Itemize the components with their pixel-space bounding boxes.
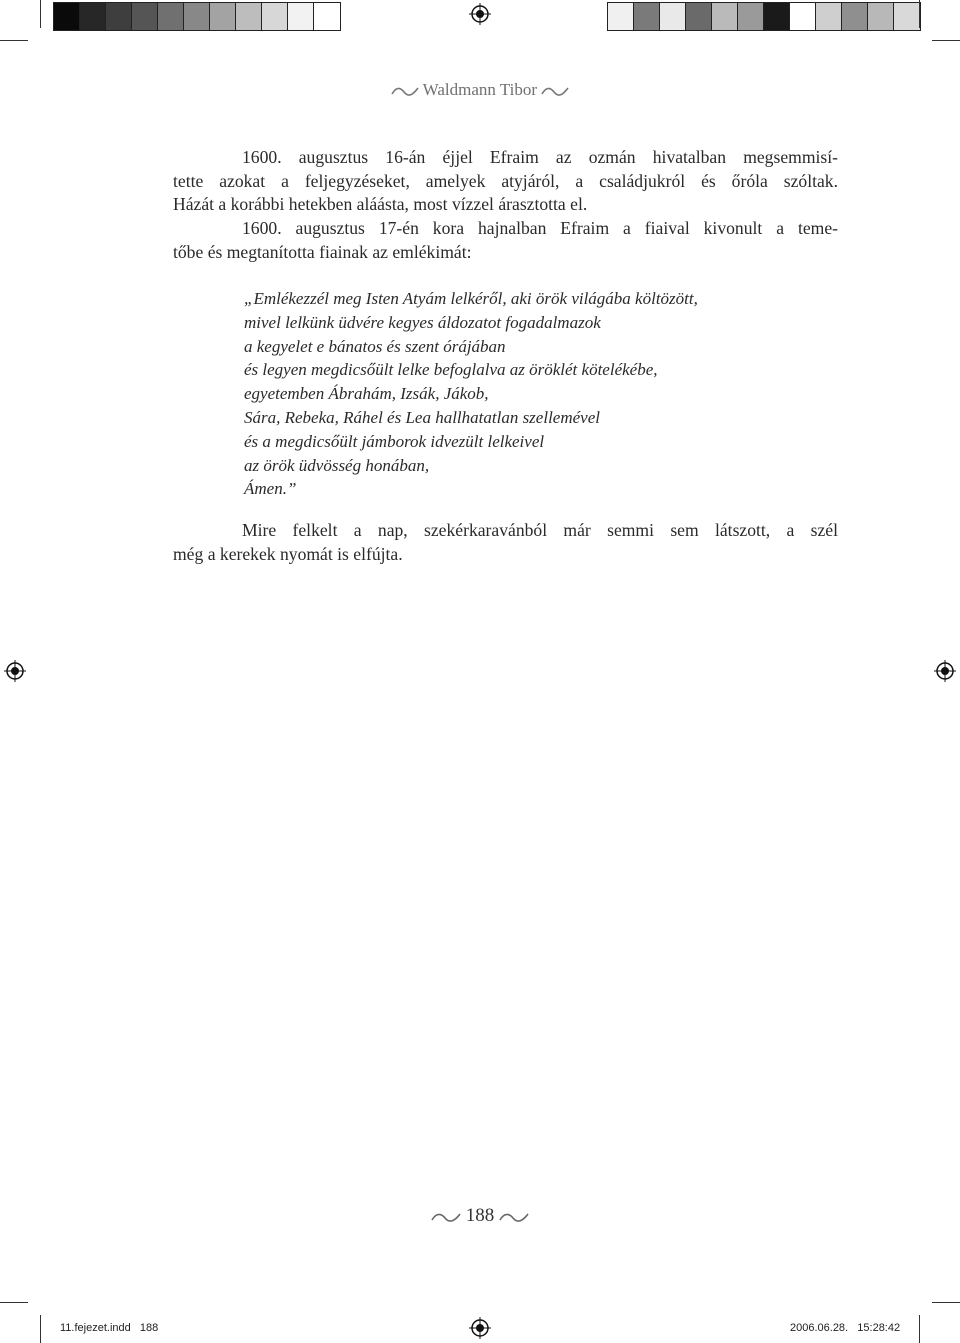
text-line: tette azokat a feljegyzéseket, amelyek atyjáról, a családjukról és őróla szóltak. [173, 170, 838, 191]
prayer-line: egyetemben Ábrahám, Izsák, Jákob, [244, 384, 489, 404]
color-bar-right-swatch-10 [842, 3, 868, 30]
color-bar-right-swatch-8 [790, 3, 816, 30]
crop-mark-top-left-v [40, 0, 41, 28]
color-bar-right-swatch-5 [712, 3, 738, 30]
page-number-block [0, 1205, 960, 1227]
color-bar-right-swatch-4 [686, 3, 712, 30]
crop-mark-bottom-left-h [0, 1302, 28, 1303]
swash-ornament-left-icon [391, 85, 419, 97]
color-bar-right-swatch-2 [634, 3, 660, 30]
color-bar-left-swatch-6 [184, 3, 210, 30]
prayer-line: Sára, Rebeka, Ráhel és Lea hallhatatlan szellemével [244, 407, 600, 427]
crop-mark-top-left-h [0, 40, 28, 41]
text-line: Házát a korábbi hetekben aláásta, most vízzel árasztotta el. [173, 194, 588, 215]
color-bar-left-swatch-11 [314, 3, 340, 30]
color-bar-left-swatch-5 [158, 3, 184, 30]
color-bar-right [607, 2, 921, 31]
color-bar-right-swatch-3 [660, 3, 686, 30]
registration-mark-right-icon [934, 660, 956, 682]
color-bar-right-swatch-9 [816, 3, 842, 30]
crop-mark-top-right-h [932, 40, 960, 41]
crop-mark-bottom-right-h [932, 1302, 960, 1303]
memorial-prayer [244, 287, 698, 501]
text-line: 1600. augusztus 16-án éjjel Efraim az ozmán hivatalban megsemmisí- [242, 147, 838, 167]
prayer-line: az örök üdvösség honában, [244, 455, 430, 475]
prayer-line: a kegyelet e bánatos és szent órájában [244, 336, 506, 356]
color-bar-left-swatch-3 [106, 3, 132, 30]
prayer-line: „Emlékezzél meg Isten Atyám lelkéről, aki örök világába költözött, [244, 289, 698, 308]
text-line: 1600. augusztus 17-én kora hajnalban Efraim a fiaival kivonult a teme- [242, 218, 838, 239]
color-bar-left [53, 2, 341, 31]
registration-mark-bottom-icon [469, 1317, 491, 1339]
color-bar-left-swatch-1 [54, 3, 80, 30]
color-bar-right-swatch-1 [608, 3, 634, 30]
text-line: Mire felkelt a nap, szekérkaravánból már semmi sem látszott, a szél [242, 520, 838, 540]
text-line: még a kerekek nyomát is elfújta. [173, 543, 403, 564]
color-bar-right-swatch-11 [868, 3, 894, 30]
body-paragraph-1 [173, 146, 838, 265]
text-line: tőbe és megtanította fiainak az emlékimát: [173, 241, 472, 262]
prayer-line: és a megdicsőült jámborok idvezült lelkeivel [244, 431, 545, 451]
color-bar-left-swatch-9 [262, 3, 288, 30]
color-bar-left-swatch-10 [288, 3, 314, 30]
running-head [0, 80, 960, 100]
color-bar-right-swatch-7 [764, 3, 790, 30]
page-number: 188 [465, 1205, 495, 1226]
slug-datetime: 2006.06.28. 15:28:42 [790, 1322, 901, 1334]
slug-file-info: 11.fejezet.indd 188 [60, 1322, 159, 1334]
color-bar-left-swatch-8 [236, 3, 262, 30]
color-bar-left-swatch-4 [132, 3, 158, 30]
crop-mark-bottom-left-v [40, 1315, 41, 1343]
prayer-line: mivel lelkünk üdvére kegyes áldozatot fogadalmazok [244, 312, 601, 332]
crop-mark-top-right-v [919, 0, 920, 28]
color-bar-left-swatch-2 [80, 3, 106, 30]
prayer-line: és legyen megdicsőült lelke befoglalva az öröklét kötelékébe, [244, 360, 658, 380]
registration-mark-left-icon [4, 660, 26, 682]
registration-mark-top-icon [469, 3, 491, 25]
swash-ornament-left-icon [431, 1211, 461, 1223]
color-bar-left-swatch-7 [210, 3, 236, 30]
color-bar-right-swatch-6 [738, 3, 764, 30]
swash-ornament-right-icon [541, 85, 569, 97]
color-bar-right-swatch-12 [894, 3, 920, 30]
crop-mark-bottom-right-v [919, 1315, 920, 1343]
running-title: Waldmann Tibor [422, 80, 538, 99]
prayer-line: Ámen.” [244, 479, 297, 499]
body-paragraph-2 [173, 519, 838, 566]
swash-ornament-right-icon [499, 1211, 529, 1223]
